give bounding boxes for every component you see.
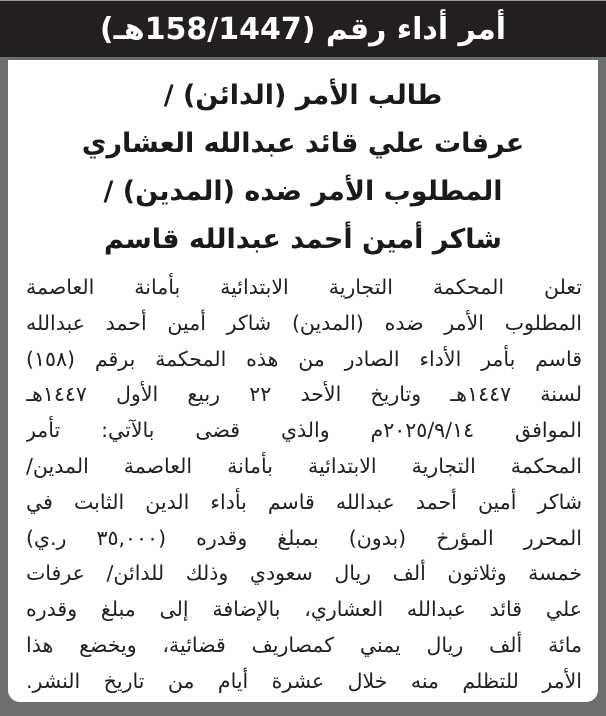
body-line: المحرر المؤرخ (بدون) بمبلغ وقدره (٣٥,٠٠٠ ر.ي): [26, 525, 582, 550]
notice-header: [0, 0, 606, 57]
debtor-name: شاكر أمين أحمد عبدالله قاسم: [104, 224, 502, 255]
order-number-title: أمر أداء رقم (158/1447هـ): [99, 12, 507, 47]
body-line: تعلن المحكمة التجارية الابتدائية بأمانة العاصمة: [26, 275, 582, 299]
body-line: لسنة ١٤٤٧هـ وتاريخ الأحد ٢٢ ربيع الأول ١٤٤٧هـ: [26, 382, 582, 407]
body-line: علي قائد عبدالله العشاري، بالإضافة إلى مبلغ وقدره: [26, 597, 582, 622]
body-line: قاسم بأمر الأداء الصادر من هذه المحكمة برقم (١٥٨): [26, 346, 582, 371]
body-line: المحكمة التجارية الابتدائية بأمانة العاصمة المدين/: [26, 453, 582, 478]
body-line: شاكر أمين أحمد عبدالله قاسم بأداء الدين الثابت في: [26, 489, 582, 514]
body-line: مائة ألف ريال يمني كمصاريف قضائية، ويخضع هذا: [26, 632, 582, 657]
notice-body: [26, 270, 582, 700]
parties-block: [8, 72, 598, 264]
debtor-label: المطلوب الأمر ضده (المدين) /: [103, 176, 503, 207]
body-line: المطلوب الأمر ضده (المدين) شاكر أمين أحمد عبدالله: [26, 310, 582, 335]
body-line-last: الأمر للتظلم منه خلال عشرة أيام من تاريخ النشر.: [26, 668, 582, 693]
body-line: خمسة وثلاثون ألف ريال سعودي وذلك للدائن/ عرفات: [26, 561, 582, 586]
creditor-label: طالب الأمر (الدائن) /: [163, 80, 443, 111]
body-line: الموافق ٢٠٢٥/٩/١٤م والذي قضى بالآتي: تأمر: [26, 418, 582, 443]
notice-panel: [8, 60, 598, 702]
creditor-name: عرفات علي قائد عبدالله العشاري: [81, 128, 525, 159]
